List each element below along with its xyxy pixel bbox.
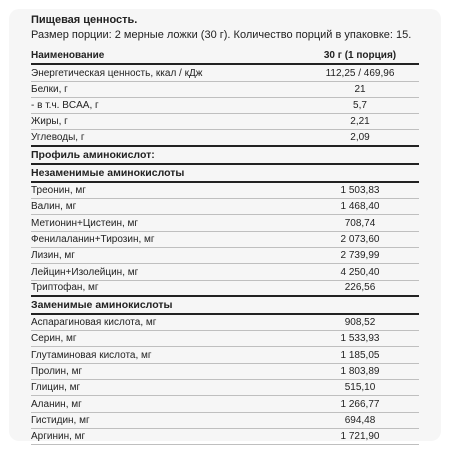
column-header-value: 30 г (1 порция): [323, 50, 397, 62]
amino-profile-heading-row: [31, 147, 419, 165]
table-row: [31, 380, 419, 396]
row-value: 515,10: [344, 382, 376, 394]
row-label: Энергетическая ценность, ккал / кДж: [31, 67, 203, 79]
row-label: Треонин, мг: [31, 185, 86, 197]
row-label: Глутаминовая кислота, мг: [31, 349, 152, 361]
row-value: 21: [354, 83, 366, 95]
row-value: 1 185,05: [340, 349, 380, 361]
row-label: Лейцин+Изолейцин, мг: [31, 266, 139, 278]
nutrition-table: [31, 49, 419, 445]
row-value: 1 721,90: [340, 431, 380, 443]
nutrition-facts-group: [31, 65, 419, 146]
row-label: Аланин, мг: [31, 398, 82, 410]
row-value: 1 533,93: [340, 333, 380, 345]
essential-amino-heading: Незаменимые аминокислоты: [31, 166, 185, 179]
row-label: Жиры, г: [31, 116, 68, 128]
row-value: 2,09: [350, 131, 370, 143]
row-value: 1 468,40: [340, 201, 380, 213]
table-header-row: [31, 49, 419, 65]
table-row: [31, 130, 419, 146]
table-row: [31, 264, 419, 280]
table-row: [31, 215, 419, 231]
table-row: [31, 331, 419, 347]
table-row: [31, 248, 419, 264]
row-label: Аспарагиновая кислота, мг: [31, 317, 157, 329]
table-row: [31, 82, 419, 98]
row-label: Валин, мг: [31, 201, 77, 213]
column-header-name: Наименование: [31, 50, 105, 62]
essential-amino-group: [31, 183, 419, 297]
nonessential-amino-group: [31, 315, 419, 445]
table-row: [31, 232, 419, 248]
essential-heading-row: [31, 165, 419, 183]
row-label: Серин, мг: [31, 333, 77, 345]
row-value: 2 739,99: [340, 250, 380, 262]
nonessential-heading-row: [31, 297, 419, 315]
row-label: Глицин, мг: [31, 382, 81, 394]
row-value: 708,74: [344, 217, 376, 229]
row-value: 1 803,89: [340, 366, 380, 378]
table-row: [31, 199, 419, 215]
nonessential-amino-heading: Заменимые аминокислоты: [31, 298, 173, 311]
row-label: Фенилаланин+Тирозин, мг: [31, 233, 155, 245]
row-value: 4 250,40: [340, 266, 380, 278]
row-label: Триптофан, мг: [31, 281, 99, 293]
amino-profile-heading: Профиль аминокислот:: [31, 148, 155, 161]
row-value: 226,56: [344, 281, 376, 293]
row-value: 2,21: [350, 116, 370, 128]
row-value: 5,7: [353, 100, 367, 112]
row-label: Лизин, мг: [31, 250, 75, 262]
row-value: 1 266,77: [340, 398, 380, 410]
table-row: [31, 281, 419, 297]
row-value: 694,48: [344, 414, 376, 426]
row-label: - в т.ч. BCAA, г: [31, 100, 99, 112]
table-row: [31, 315, 419, 331]
table-row: [31, 98, 419, 114]
row-label: Аргинин, мг: [31, 431, 86, 443]
table-row: [31, 114, 419, 130]
table-row: [31, 364, 419, 380]
row-value: 2 073,60: [340, 233, 380, 245]
page-title: Пищевая ценность.: [31, 14, 138, 26]
row-value: 1 503,83: [340, 185, 380, 197]
table-row: [31, 183, 419, 199]
table-row: [31, 429, 419, 445]
row-value: 908,52: [344, 317, 376, 329]
row-label: Метионин+Цистеин, мг: [31, 217, 139, 229]
row-label: Углеводы, г: [31, 131, 85, 143]
table-row: [31, 347, 419, 363]
row-label: Пролин, мг: [31, 366, 83, 378]
row-label: Белки, г: [31, 83, 68, 95]
table-row: [31, 396, 419, 412]
row-value: 112,25 / 469,96: [325, 67, 395, 79]
row-label: Гистидин, мг: [31, 414, 90, 426]
table-row: [31, 413, 419, 429]
serving-info: Размер порции: 2 мерные ложки (30 г). Количество порций в упаковке: 15.: [31, 29, 412, 41]
table-row: [31, 65, 419, 81]
